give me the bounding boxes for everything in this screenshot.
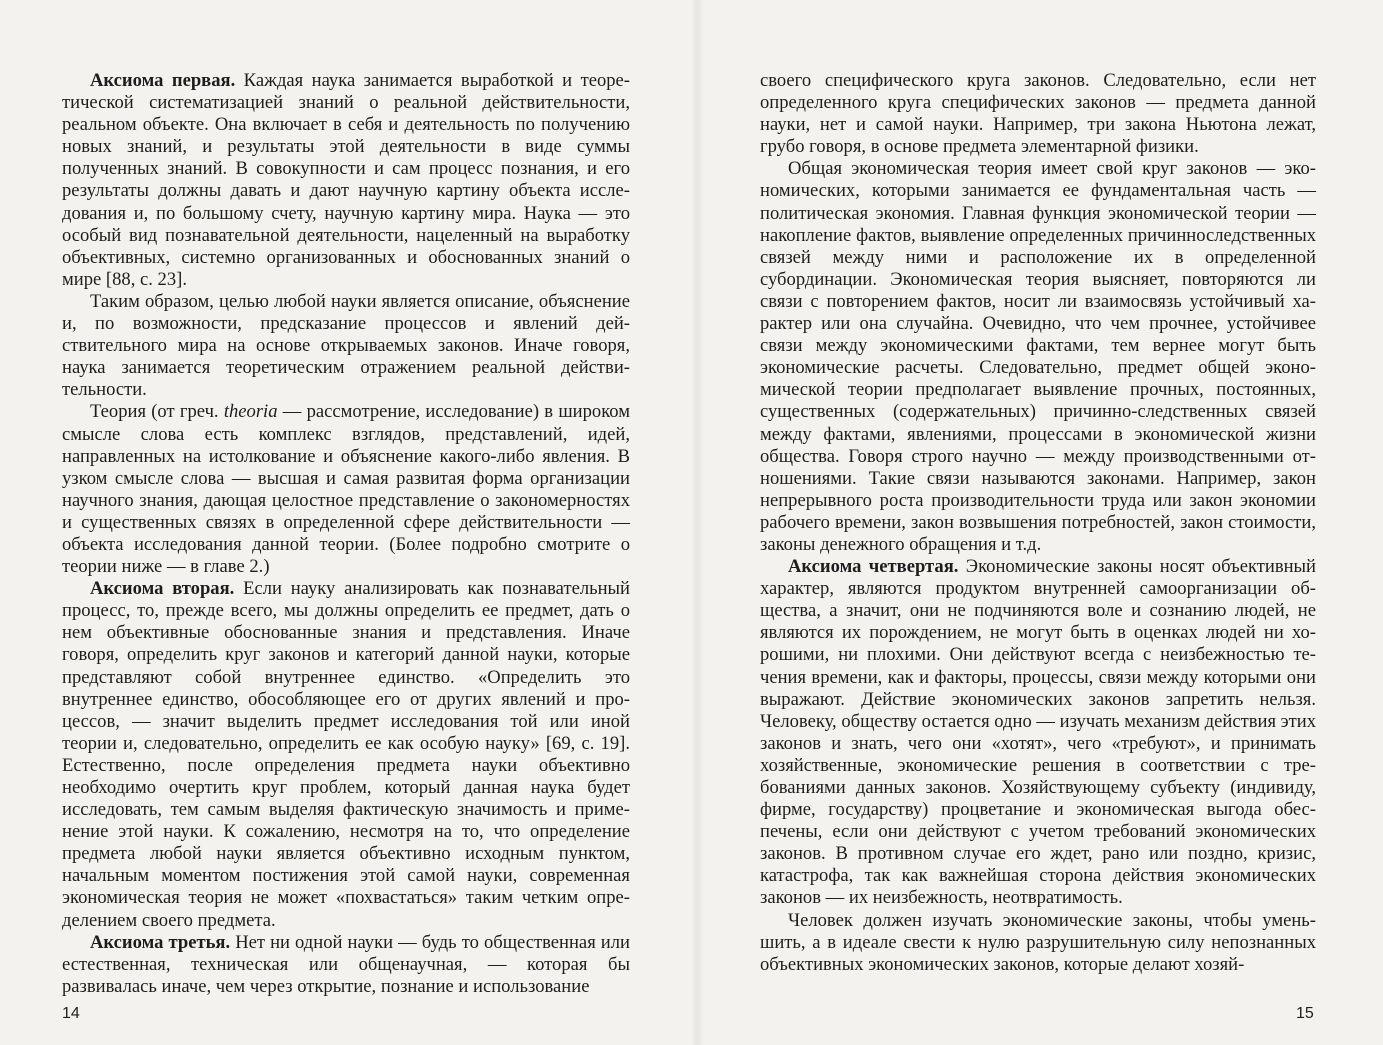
book-gutter	[690, 0, 704, 1045]
axiom-heading: Аксиома третья.	[90, 931, 231, 953]
page-number-left: 14	[62, 1005, 80, 1022]
paragraph-axiom-four	[760, 556, 1316, 910]
paragraph-text: Таким образом, целью любой науки является описание, объяснение и, по возможности, предсказание процессов и явлений действительного мира на основе открываемых законов. Иначе говоря, наука занимается теоретическим отражением реальной действительности.	[62, 290, 630, 401]
paragraph-text: Экономические законы носят объективный характер, являются продуктом внутренней самоорганизации общества, а значит, они не подчиняются воле и сознанию людей, не являются их порождением, не могут быть в оценках людей ни хорошими, ни плохими. Они действуют всегда с неизбежностью течения времени, как и факторы, процессы, связи между которыми они выражают. Действие экономических законов запретить нельзя. Человеку, обществу остается одно — изучать механизм действия этих законов и знать, чего они «хотят», чего «требуют», и принимать хозяйственные, экономические решения в соответствии с требованиями данных законов. Хозяйствующему субъекту (индивиду, фирме, государству) процветание и экономическая выгода обеспечены, если они действуют с учетом требований экономических законов. В противном случае его ждет, рано или поздно, кризис, катастрофа, так как важнейшая сторона действия экономических законов — их неизбежность, неотвратимость.	[760, 556, 1317, 909]
axiom-heading: Аксиома четвертая.	[788, 556, 959, 578]
paragraph-theory	[62, 401, 630, 578]
paragraph-text: Человек должен изучать экономические законы, чтобы уменьшить, а в идеале свести к нулю разрушительную силу непознанных объективных экономических законов, которые делают хозяй-	[760, 909, 1316, 975]
paragraph-text: своего специфического круга законов. Следовательно, если нет определенного круга специфических законов — предмета данной науки, нет и самой науки. Например, три закона Ньютона лежат, грубо говоря, в основе предмета элементарной физики.	[760, 70, 1316, 158]
axiom-heading: Аксиома вторая.	[90, 578, 235, 600]
paragraph-continuation	[760, 70, 1316, 158]
paragraph-axiom-three	[62, 932, 630, 998]
paragraph	[760, 158, 1316, 556]
paragraph-axiom-one	[62, 70, 630, 291]
page-number-right: 15	[1296, 1005, 1314, 1022]
left-page	[62, 70, 630, 998]
paragraph-text: Нет ни одной науки — будь то общественная или естественная, техническая или общенаучная, — которая бы развивалась иначе, чем через открытие, познание и использование	[62, 931, 630, 997]
foreign-term: theoria	[223, 401, 278, 423]
paragraph-text: — рассмотрение, исследование) в широком смысле слова есть комплекс взглядов, представлений, идей, направленных на истолкование и объяснение какого-либо явления. В узком смысле слова — высшая и самая развитая форма организации научного знания, дающая целостное представление о закономерностях и существенных связях в определенной сфере действительности — объекта исследования данной теории. (Более подробно смотрите о теории ниже — в главе 2.)	[62, 401, 630, 578]
right-page	[760, 70, 1316, 976]
paragraph	[62, 291, 630, 401]
axiom-heading: Аксиома первая.	[90, 70, 236, 91]
paragraph	[760, 910, 1316, 976]
paragraph-text: Теория (от греч.	[90, 401, 224, 423]
paragraph-text: Каждая наука занимается выработкой и теоретической систематизацией знаний о реальной действительности, реальном объекте. Она включает в себя и деятельность по получению новых знаний, и результаты этой деятельности в виде суммы полученных знаний. В совокупности и сам процесс познания, и его результаты должны давать и дают научную картину объекта исследования и, по большому счету, научную картину мира. Наука — это особый вид познавательной деятельности, нацеленный на выработку объективных, системно организованных и обоснованных знаний о мире [88, с. 23].	[62, 70, 630, 290]
paragraph-text: Если науку анализировать как познавательный процесс, то, прежде всего, мы должны определить ее предмет, дать о нем объективные обоснованные знания и представления. Иначе говоря, определить круг законов и категорий данной науки, которые представляют собой внутреннее единство. «Определить это внутреннее единство, обособляющее его от других явлений и процессов, — значит выделить предмет исследования той или иной теории и, следовательно, определить ее как особую науку» [69, с. 19]. Естественно, после определения предмета науки объективно необходимо очертить круг проблем, который данная наука будет исследовать, тем самым выделяя фактическую значимость и применение этой науки. К сожалению, несмотря на то, что определение предмета любой науки является объективно исходным пунктом, начальным моментом постижения этой самой науки, современная экономическая теория не может «похвастаться» таким четким определением своего предмета.	[62, 578, 630, 931]
paragraph-text: Общая экономическая теория имеет свой круг законов — экономических, которыми занимается ее фундаментальная часть — политическая экономия. Главная функция экономической теории — накопление фактов, выявление определенных причинноследственных связей между ними и расположение их в определенной субординации. Экономическая теория выясняет, повторяются ли связи с повторением фактов, носит ли взаимосвязь устойчивый характер или она случайна. Очевидно, что чем прочнее, устойчивее связи между экономическими фактами, тем вернее могут быть экономические расчеты. Следовательно, предмет общей экономической теории предполагает выявление прочных, постоянных, существенных (содержательных) причинно-следственных связей между фактами, явлениями, процессами в экономической жизни общества. Говоря строго научно — между производственными отношениями. Такие связи называются законами. Например, закон непрерывного роста производительности труда или закон экономии рабочего времени, закон возвышения потребностей, закон стоимости, законы денежного обращения и т.д.	[760, 158, 1316, 555]
paragraph-axiom-two	[62, 578, 630, 932]
